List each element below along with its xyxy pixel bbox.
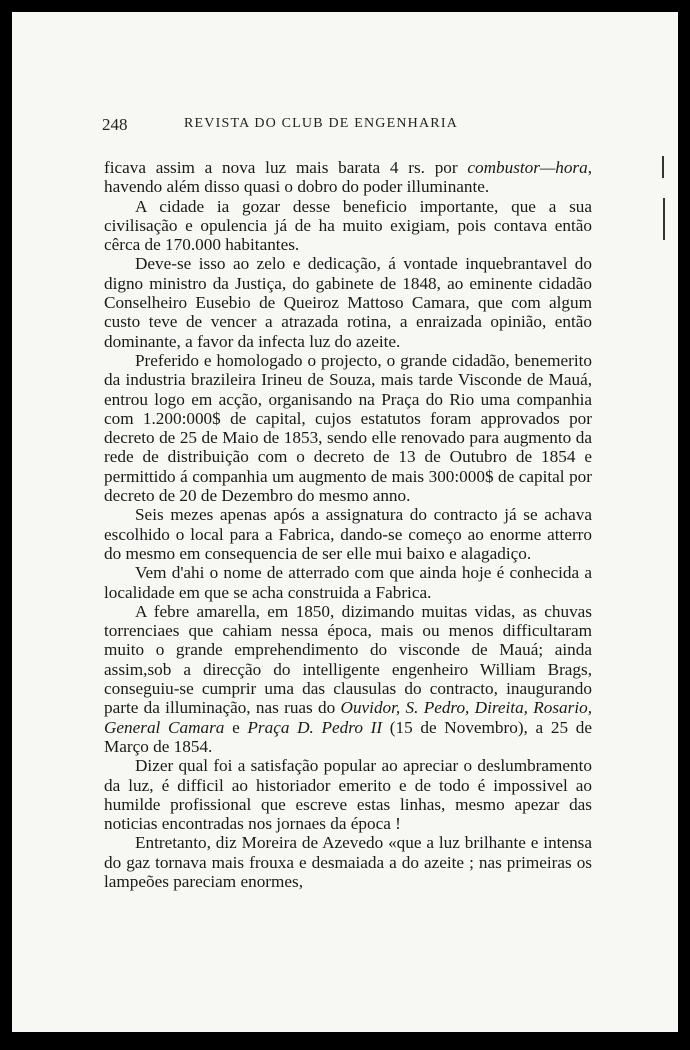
paragraph: Vem d'ahi o nome de atterrado com que ainda hoje é conhecida a localidade em que se acha construida a Fabrica. bbox=[104, 563, 592, 602]
margin-mark-1 bbox=[662, 156, 664, 178]
paragraph: ficava assim a nova luz mais barata 4 rs. por combustor—hora, havendo além disso quasi o dobro do poder illuminante. bbox=[104, 158, 592, 197]
paragraph: Seis mezes apenas após a assignatura do contracto já se achava escolhido o local para a Fabrica, dando-se começo ao enorme atterro do mesmo em consequencia de ser elle mui baixo e alagadiço. bbox=[104, 505, 592, 563]
paragraph: Dizer qual foi a satisfação popular ao apreciar o deslumbramento da luz, é difficil ao historiador emerito e de todo é impossivel ao humilde profissional que escreve estas linhas, mesmo apezar das noticias encontradas nos jornaes da época ! bbox=[104, 756, 592, 834]
paragraph: Preferido e homologado o projecto, o grande cidadão, benemerito da industria brazileira Irineu de Souza, mais tarde Visconde de Mauá, entrou logo em acção, organisando na Praça do Rio uma companhia com 1.200:000$ de capital, cujos estatutos foram approvados por decreto de 25 de Maio de 1853, sendo elle renovado para augmento da rede de distribuição com o decreto de 13 de Outubro de 1854 e permittido á companhia um augmento de mais 300:000$ de capital por decreto de 20 de Dezembro do mesmo anno. bbox=[104, 350, 592, 506]
scanned-page bbox=[12, 12, 678, 1032]
body-text bbox=[104, 158, 592, 891]
paragraph: Deve-se isso ao zelo e dedicação, á vontade inquebrantavel do digno ministro da Justiça, do gabinete de 1848, ao eminente cidadão Conselheiro Eusebio de Queiroz Mattoso Camara, que com algum custo teve de vencer a atrazada rotina, a enraizada opinião, então dominante, a favor da infecta luz do azeite. bbox=[104, 254, 592, 351]
page-number: 248 bbox=[102, 115, 128, 134]
margin-mark-2 bbox=[663, 198, 665, 240]
running-title: REVISTA DO CLUB DE ENGENHARIA bbox=[184, 116, 459, 131]
paragraph: A cidade ia gozar desse beneficio importante, que a sua civilisação e opulencia já de ha muito exigiam, pois contava então cêrca de 170.000 habitantes. bbox=[104, 196, 592, 255]
paragraph: Entretanto, diz Moreira de Azevedo «que a luz brilhante e intensa do gaz tornava mais frouxa e desmaiada a do azeite ; nas primeiras os lampeões pareciam enormes, bbox=[104, 833, 592, 891]
paragraph: A febre amarella, em 1850, dizimando muitas vidas, as chuvas torrenciaes que cahiam nessa época, mais ou menos difficultaram muito o grande emprehendimento do visconde de Mauá; ainda assim,sob a direcção do intelligente engenheiro William Brags, conseguiu-se cumprir uma das clausulas do contracto, inaugurando parte da illuminação, nas ruas do Ouvidor, S. Pedro, Direita, Rosario, General Camara e Praça D. Pedro II (15 de Novembro), a 25 de Março de 1854. bbox=[104, 601, 592, 756]
